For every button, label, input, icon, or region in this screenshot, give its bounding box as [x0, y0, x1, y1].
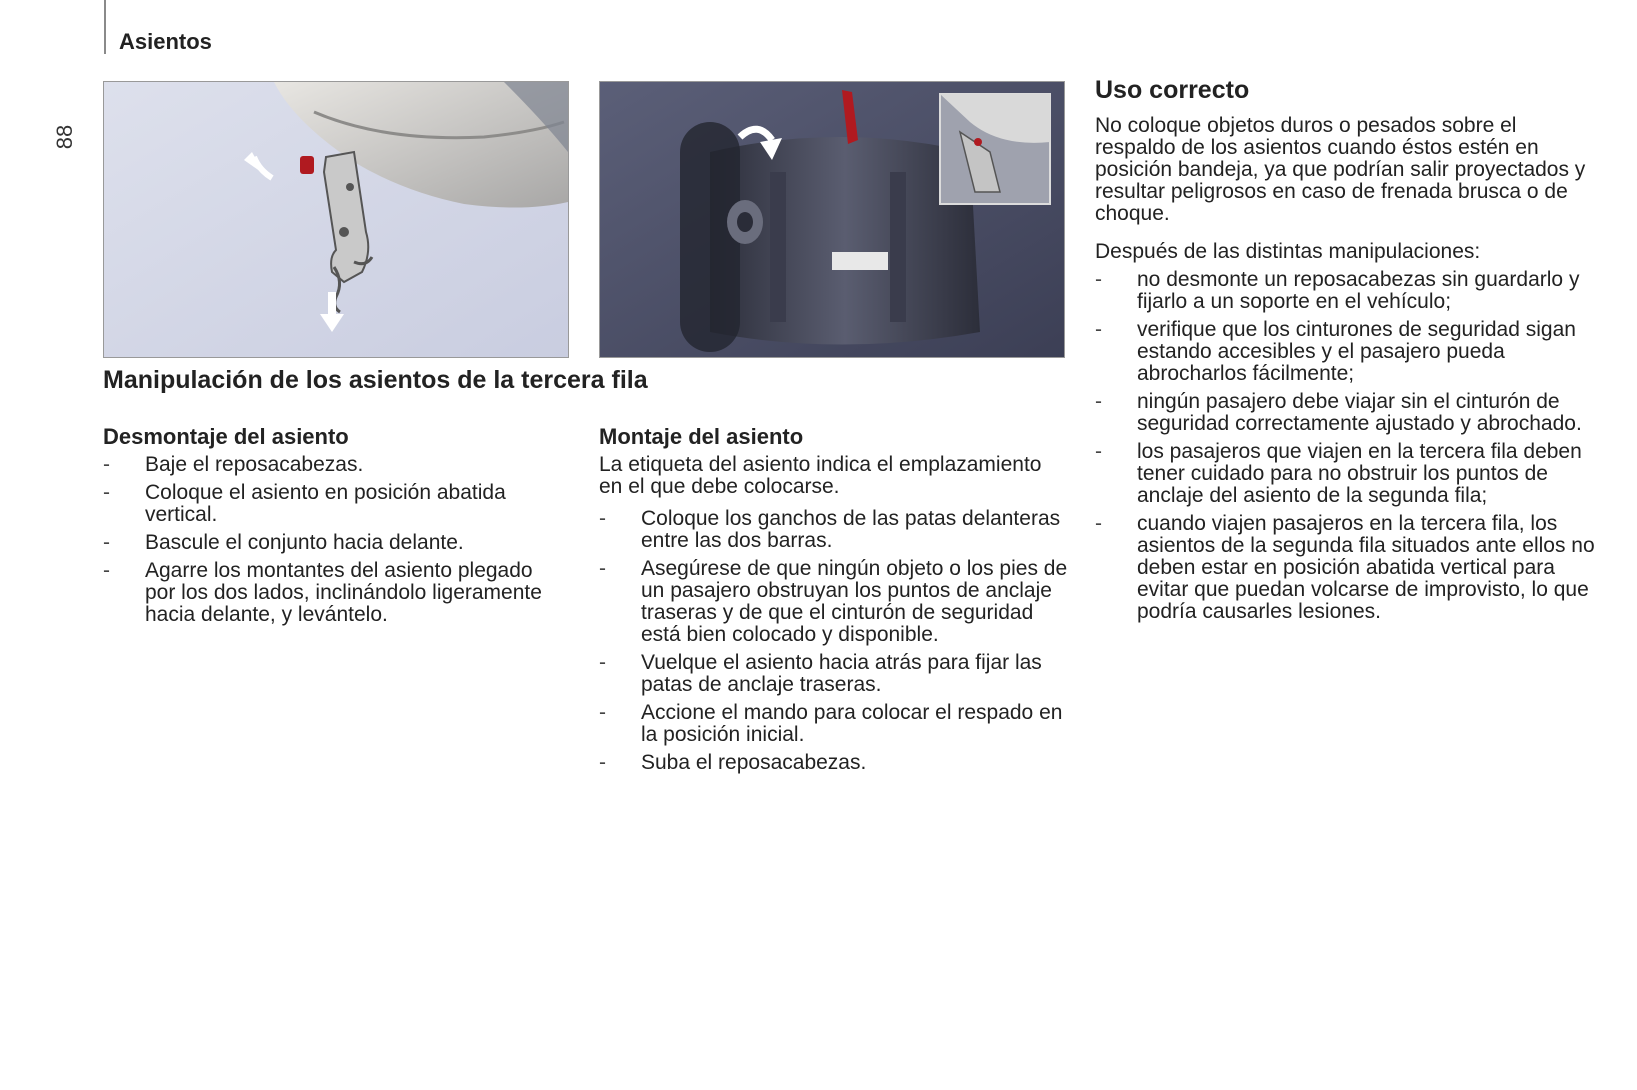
list-item: - Bascule el conjunto hacia delante. — [103, 532, 563, 554]
list-item: - Agarre los montantes del asiento plegado por los dos lados, inclinándolo ligeramente hacia delante, y levántelo. — [103, 560, 563, 626]
list-item: - ningún pasajero debe viajar sin el cinturón de seguridad correctamente ajustado y abrochado. — [1095, 391, 1595, 435]
list-item: - Suba el reposacabezas. — [599, 752, 1069, 774]
after-manipulation-intro: Después de las distintas manipulaciones: — [1095, 240, 1481, 263]
correct-use-warning: No coloque objetos duros o pesados sobre el respaldo de los asientos cuando éstos estén en posición bandeja, ya que podrían salir proyectados y resultar peligrosos en caso de frenada brusca o de choque. — [1095, 114, 1586, 225]
list-item: - los pasajeros que viajen en la tercera fila deben tener cuidado para no obstruir los puntos de anclaje del asiento de la segunda fila; — [1095, 441, 1595, 507]
removal-heading: Desmontaje del asiento — [103, 424, 349, 449]
removal-steps — [103, 454, 563, 626]
list-item: - Asegúrese de que ningún objeto o los pies de un pasajero obstruyan los puntos de anclaje traseras y de que el cinturón de seguridad está bien colocado y disponible. — [599, 558, 1069, 646]
headrest-removal-illustration — [103, 81, 569, 358]
mounting-intro: La etiqueta del asiento indica el emplazamiento en el que debe colocarse. — [599, 453, 1042, 498]
list-item: - Coloque los ganchos de las patas delanteras entre las dos barras. — [599, 508, 1069, 552]
section-rule — [104, 0, 106, 54]
list-item: - Baje el reposacabezas. — [103, 454, 563, 476]
correct-use-section — [1095, 75, 1595, 629]
list-item: - Coloque el asiento en posición abatida vertical. — [103, 482, 563, 526]
list-item: - Vuelque el asiento hacia atrás para fijar las patas de anclaje traseras. — [599, 652, 1069, 696]
seat-mounting-illustration — [599, 81, 1065, 358]
list-item: - cuando viajen pasajeros en la tercera fila, los asientos de la segunda fila situados ante ellos no deben estar en posición abatida vertical para evitar que puedan volcarse de improvisto, lo que podría causarles lesiones. — [1095, 513, 1595, 623]
removal-section — [103, 424, 563, 632]
headrest-removal-drawing — [104, 82, 568, 357]
correct-use-list — [1095, 269, 1595, 623]
section-title: Asientos — [119, 29, 212, 54]
main-heading: Manipulación de los asientos de la tercera fila — [103, 366, 648, 394]
latch-red-button — [300, 156, 314, 174]
mounting-section — [599, 424, 1069, 780]
correct-use-heading: Uso correcto — [1095, 76, 1250, 104]
mounting-heading: Montaje del asiento — [599, 424, 804, 449]
list-item: - Accione el mando para colocar el respado en la posición inicial. — [599, 702, 1069, 746]
mounting-steps — [599, 508, 1069, 774]
list-item: - verifique que los cinturones de seguridad sigan estando accesibles y el pasajero pueda abrocharlos fácilmente; — [1095, 319, 1595, 385]
page-number: 88 — [52, 124, 77, 150]
seat-mounting-drawing — [600, 82, 1064, 357]
seat-label-tag — [832, 252, 888, 270]
list-item: - no desmonte un reposacabezas sin guardarlo y fijarlo a un soporte en el vehículo; — [1095, 269, 1595, 313]
